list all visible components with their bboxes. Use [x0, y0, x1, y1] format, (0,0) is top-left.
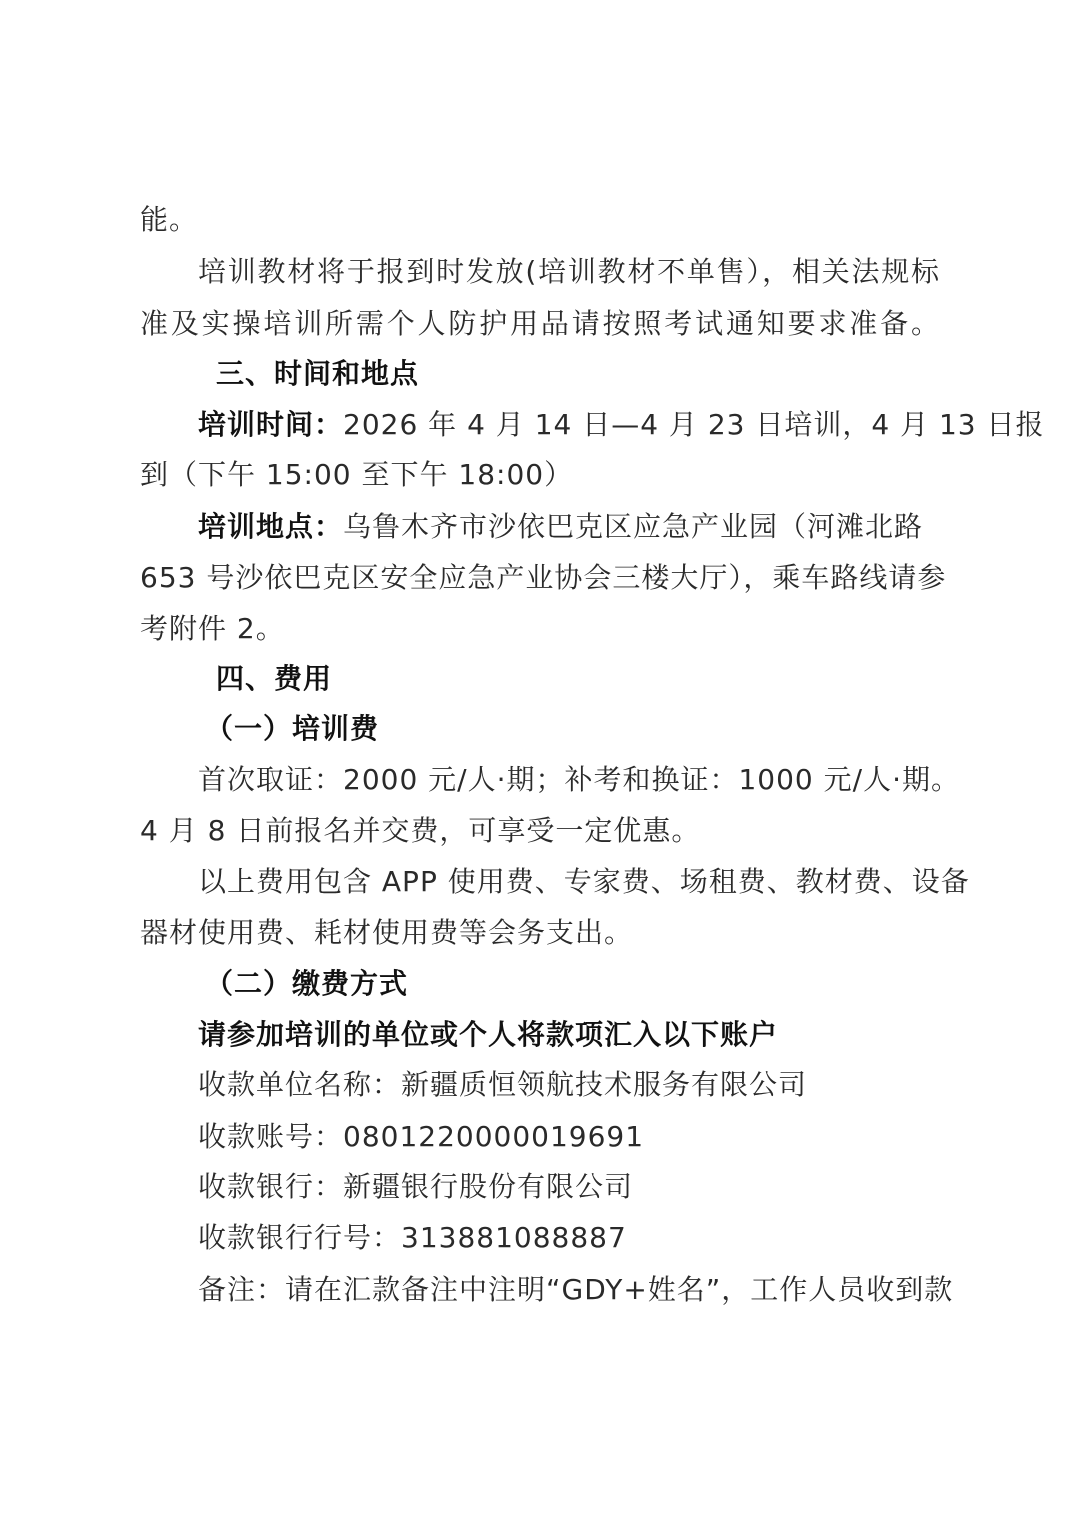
training-time-line-2: 到（下午 15:00 至下午 18:00）	[140, 458, 574, 491]
section-title-fees: 四、费用	[216, 662, 333, 695]
training-place-value: 乌鲁木齐市沙依巴克区应急产业园（河滩北路	[343, 510, 924, 543]
materials-line-2: 准及实操培训所需个人防护用品请按照考试通知要求准备。	[140, 307, 940, 340]
remark-line: 备注：请在汇款备注中注明“GDY+姓名”，工作人员收到款	[198, 1273, 954, 1306]
fee-line-1: 首次取证：2000 元/人·期；补考和换证：1000 元/人·期。	[198, 763, 960, 796]
bank-name: 收款银行：新疆银行股份有限公司	[198, 1170, 634, 1203]
training-place-line-2: 653 号沙依巴克区安全应急产业协会三楼大厅），乘车路线请参	[140, 561, 947, 594]
training-place-line-1	[198, 507, 940, 547]
training-place-line-3: 考附件 2。	[140, 612, 285, 645]
paragraph-tail: 能。	[140, 203, 199, 236]
training-place-label: 培训地点：	[198, 510, 344, 543]
account-number: 收款账号：0801220000019691	[198, 1120, 645, 1153]
materials-line-1: 培训教材将于报到时发放(培训教材不单售），相关法规标	[198, 255, 940, 288]
fee-includes-line-1: 以上费用包含 APP 使用费、专家费、场租费、教材费、设备	[198, 865, 970, 898]
fee-line-2: 4 月 8 日前报名并交费，可享受一定优惠。	[140, 814, 701, 847]
subsection-title-payment-method: （二）缴费方式	[205, 967, 409, 1000]
bank-code: 收款银行行号：313881088887	[198, 1221, 627, 1254]
section-title-time-place: 三、时间和地点	[216, 357, 420, 390]
fee-includes-line-2: 器材使用费、耗材使用费等会务支出。	[140, 916, 634, 949]
payment-intro: 请参加培训的单位或个人将款项汇入以下账户	[198, 1018, 779, 1051]
training-time-value: 2026 年 4 月 14 日—4 月 23 日培训，4 月 13 日报	[343, 408, 1045, 441]
payee-name: 收款单位名称：新疆质恒领航技术服务有限公司	[198, 1068, 808, 1101]
subsection-title-training-fee: （一）培训费	[205, 712, 380, 745]
training-time-label: 培训时间：	[198, 408, 344, 441]
training-time-line-1	[198, 405, 1045, 445]
